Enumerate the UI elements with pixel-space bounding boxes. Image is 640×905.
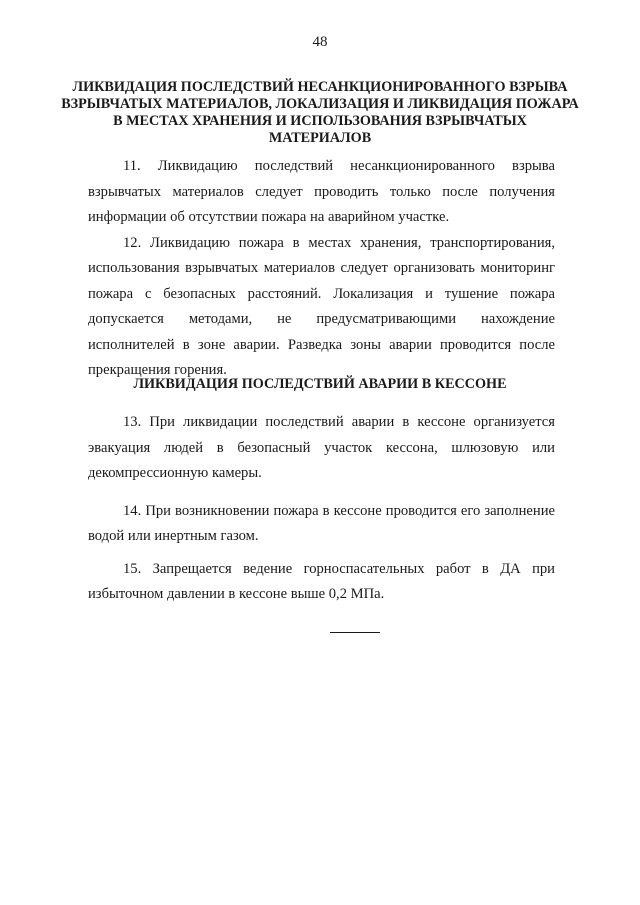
paragraph-13: 13. При ликвидации последствий аварии в кессоне организуется эвакуация людей в безопасный участок кессона, шлюзовую или декомпрессионную камеры.: [88, 414, 555, 481]
closing-divider-line: [330, 632, 380, 633]
paragraph-14: 14. При возникновении пожара в кессоне проводится его заполнение водой или инертным газом.: [88, 502, 555, 544]
heading-line: МАТЕРИАЛОВ: [268, 130, 372, 146]
heading-line: ЛИКВИДАЦИЯ ПОСЛЕДСТВИЙ НЕСАНКЦИОНИРОВАННОГО ВЗРЫВА: [72, 79, 568, 95]
page-number: 48: [312, 34, 328, 50]
heading-line: ЛИКВИДАЦИЯ ПОСЛЕДСТВИЙ АВАРИИ В КЕССОНЕ: [133, 376, 507, 392]
paragraph-11: 11. Ликвидацию последствий несанкционированного взрыва взрывчатых материалов следует проводить только после получения информации об отсутствии пожара на аварийном участке.: [88, 158, 555, 225]
heading-line: В МЕСТАХ ХРАНЕНИЯ И ИСПОЛЬЗОВАНИЯ ВЗРЫВЧАТЫХ: [113, 113, 527, 129]
section-explosion-fire-body: [88, 154, 555, 384]
section-heading-explosion-fire: [60, 79, 580, 147]
section-caisson-body: [88, 410, 555, 608]
heading-line: ВЗРЫВЧАТЫХ МАТЕРИАЛОВ, ЛОКАЛИЗАЦИЯ И ЛИКВИДАЦИЯ ПОЖАРА: [61, 96, 579, 112]
paragraph-12: 12. Ликвидацию пожара в местах хранения, транспортирования, использования взрывчатых материалов следует организовать мониторинг пожара с безопасных расстояний. Локализация и тушение пожара допускается методами, не предусматривающими нахождение исполнителей в зоне аварии. Разведка зоны аварии проводится после прекращения горения.: [88, 234, 555, 378]
paragraph-15: 15. Запрещается ведение горноспасательных работ в ДА при избыточном давлении в кессоне выше 0,2 МПа.: [88, 560, 555, 602]
section-heading-caisson: [60, 376, 580, 393]
